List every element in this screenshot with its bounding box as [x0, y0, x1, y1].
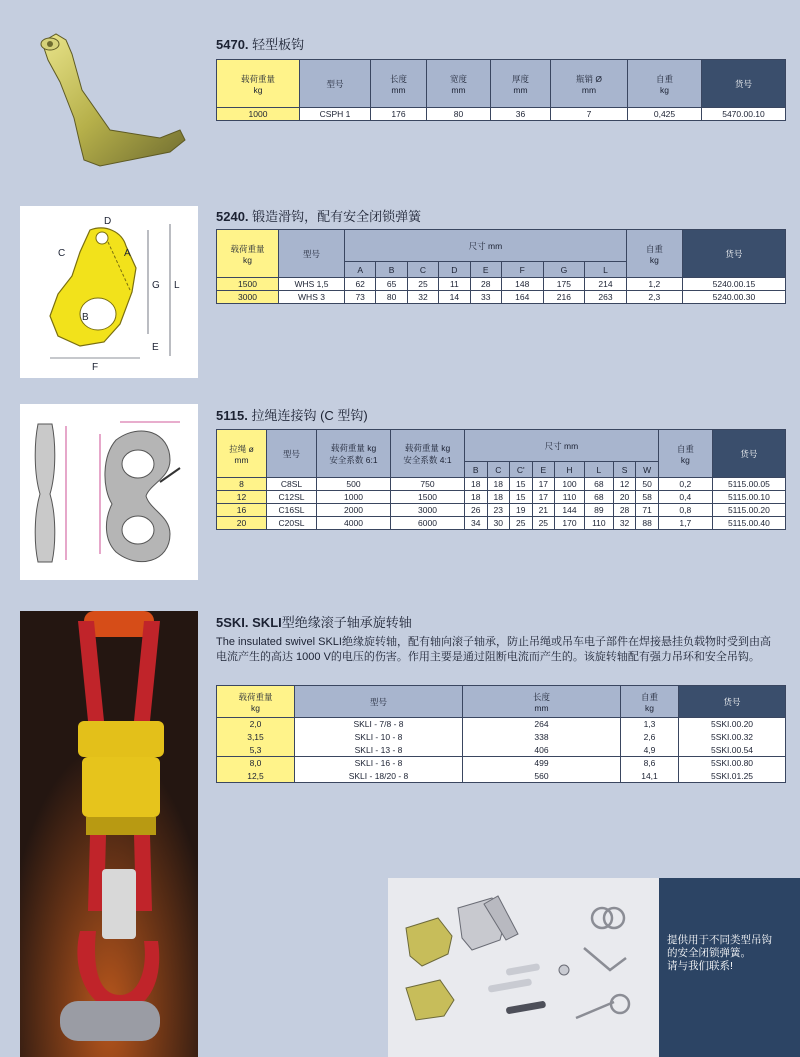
cell: 148: [501, 278, 543, 291]
cell: 12: [217, 491, 267, 504]
cell: SKLI - 7/8 - 8: [295, 718, 463, 731]
c-hook-diagram: [20, 404, 198, 580]
diagram-label-e: E: [152, 342, 159, 353]
cell: 15: [510, 478, 533, 491]
cell: 1,2: [626, 278, 682, 291]
col-header-length: 长度 mm: [371, 60, 427, 108]
cell: 5SKI.01.25: [679, 770, 786, 783]
cell: 33: [470, 291, 501, 304]
cell: C20SL: [267, 517, 317, 530]
cell: 18: [465, 491, 488, 504]
table-row: [217, 491, 786, 504]
cell: 170: [555, 517, 585, 530]
cell: 21: [532, 504, 555, 517]
cell: 5115.00.40: [712, 517, 785, 530]
description-line-2: 电流产生的高达 1000 V的电压的伤害。作用主要是通过阻断电流而产生的。该旋转轴配有强力吊环和安全吊钩。: [216, 651, 760, 663]
cell: 2,6: [621, 731, 679, 744]
table-row: [217, 108, 786, 121]
cell: 3000: [217, 291, 279, 304]
cell: 15: [510, 491, 533, 504]
dim-col-b: B: [376, 262, 407, 278]
cell: 216: [543, 291, 585, 304]
cell: 0,4: [658, 491, 712, 504]
cell: 164: [501, 291, 543, 304]
section-name: 型绝缘滚子轴承旋转轴: [281, 615, 412, 630]
cell: 176: [371, 108, 427, 121]
col-header-load: 载荷重量 kg: [217, 230, 279, 278]
cell: 2000: [317, 504, 391, 517]
promo-line-2: 的安全闭锁弹簧。: [667, 947, 751, 959]
cell: 0,2: [658, 478, 712, 491]
section-name-bold: SKLI: [252, 615, 282, 630]
cell: 5,3: [217, 744, 295, 757]
table-row: [217, 744, 786, 757]
cell: 214: [585, 278, 627, 291]
cell: 500: [317, 478, 391, 491]
cell: 18: [465, 478, 488, 491]
safety-spring-promo: [659, 878, 800, 1057]
cell: CSPH 1: [300, 108, 371, 121]
table-row: [217, 517, 786, 530]
cell: 8,0: [217, 757, 295, 770]
dim-col-c: C: [407, 262, 438, 278]
cell: 1500: [217, 278, 279, 291]
cell: 499: [463, 757, 621, 770]
cell: SKLI - 13 - 8: [295, 744, 463, 757]
cell: 68: [584, 491, 613, 504]
cell: 5115.00.05: [712, 478, 785, 491]
col-header-article: 货号: [702, 60, 786, 108]
cell: 7: [551, 108, 628, 121]
col-header-load: 载荷重量 kg: [217, 686, 295, 718]
cell: 5SKI.00.20: [679, 718, 786, 731]
section-5ski-description: [216, 635, 786, 665]
col-header-model: 型号: [279, 230, 345, 278]
col-header-width: 宽度 mm: [427, 60, 491, 108]
col-header-article: 货号: [712, 430, 785, 478]
cell: 264: [463, 718, 621, 731]
col-header-weight: 自重 kg: [628, 60, 702, 108]
dim-col-b: B: [465, 462, 488, 478]
cell: 1500: [391, 491, 465, 504]
cell: 5SKI.00.32: [679, 731, 786, 744]
cell: 11: [439, 278, 470, 291]
diagram-label-g: G: [152, 280, 160, 291]
cell: 6000: [391, 517, 465, 530]
cell: 5240.00.15: [682, 278, 785, 291]
cell: 0,425: [628, 108, 702, 121]
cell: 18: [487, 491, 510, 504]
cell: 18: [487, 478, 510, 491]
cell: 50: [636, 478, 659, 491]
diagram-label-f: F: [92, 362, 99, 373]
section-5240-title: [216, 206, 421, 225]
cell: 73: [345, 291, 376, 304]
cell: 4,9: [621, 744, 679, 757]
dim-col-h: H: [555, 462, 585, 478]
cell: 0,8: [658, 504, 712, 517]
cell: 750: [391, 478, 465, 491]
cell: 20: [613, 491, 636, 504]
col-header-article: 货号: [679, 686, 786, 718]
cell: 1000: [317, 491, 391, 504]
promo-line-1: 提供用于不同类型吊钩: [667, 934, 772, 946]
plate-hook-photo: [20, 20, 205, 190]
cell: 2,0: [217, 718, 295, 731]
cell: 1,7: [658, 517, 712, 530]
cell: 4000: [317, 517, 391, 530]
col-header-dims: 尺寸 mm: [345, 230, 627, 262]
cell: 8,6: [621, 757, 679, 770]
col-header-load: 载荷重量 kg: [217, 60, 300, 108]
table-row: [217, 504, 786, 517]
cell: 32: [407, 291, 438, 304]
cell: C12SL: [267, 491, 317, 504]
table-row: [217, 291, 786, 304]
cell: WHS 1,5: [279, 278, 345, 291]
cell: 23: [487, 504, 510, 517]
cell: 25: [532, 517, 555, 530]
cell: 26: [465, 504, 488, 517]
cell: C16SL: [267, 504, 317, 517]
section-name: 锻造滑钩，配有安全闭锁弹簧: [252, 209, 422, 224]
cell: 175: [543, 278, 585, 291]
table-row: [217, 718, 786, 731]
col-header-pin: 瓶销 Ø mm: [551, 60, 628, 108]
cell: 80: [376, 291, 407, 304]
col-header-model: 型号: [300, 60, 371, 108]
cell: SKLI - 18/20 - 8: [295, 770, 463, 783]
dim-col-d: D: [439, 262, 470, 278]
dim-col-w: W: [636, 462, 659, 478]
cell: 8: [217, 478, 267, 491]
insulated-swivel-photo: [20, 611, 198, 1057]
slip-hook-diagram: [20, 206, 198, 378]
table-row: [217, 278, 786, 291]
dim-col-g: G: [543, 262, 585, 278]
cell: C8SL: [267, 478, 317, 491]
diagram-label-d: D: [104, 216, 112, 227]
cell: 58: [636, 491, 659, 504]
col-header-load-6: 载荷重量 kg 安全系数 6:1: [317, 430, 391, 478]
cell: 110: [555, 491, 585, 504]
cell: 71: [636, 504, 659, 517]
cell: 110: [584, 517, 613, 530]
cell: 80: [427, 108, 491, 121]
cell: 88: [636, 517, 659, 530]
section-5115-title: [216, 405, 368, 424]
col-header-thickness: 厚度 mm: [491, 60, 551, 108]
cell: 263: [585, 291, 627, 304]
col-header-dims: 尺寸 mm: [465, 430, 659, 462]
cell: 5115.00.10: [712, 491, 785, 504]
section-code: 5SKI.: [216, 615, 249, 630]
cell: 25: [407, 278, 438, 291]
dim-col-c-prime: C': [510, 462, 533, 478]
cell: 3000: [391, 504, 465, 517]
cell: 34: [465, 517, 488, 530]
cell: 36: [491, 108, 551, 121]
cell: 25: [510, 517, 533, 530]
col-header-weight: 自重 kg: [626, 230, 682, 278]
cell: 20: [217, 517, 267, 530]
dim-col-l: L: [585, 262, 627, 278]
safety-springs-photo: [388, 878, 659, 1057]
cell: 3,15: [217, 731, 295, 744]
promo-line-3: 请与我们联系!: [667, 960, 733, 972]
cell: SKLI - 16 - 8: [295, 757, 463, 770]
cell: WHS 3: [279, 291, 345, 304]
cell: 65: [376, 278, 407, 291]
section-name: 轻型板钩: [252, 37, 305, 52]
cell: 12: [613, 478, 636, 491]
cell: 19: [510, 504, 533, 517]
dim-col-c: C: [487, 462, 510, 478]
table-row: [217, 731, 786, 744]
cell: 16: [217, 504, 267, 517]
cell: 5240.00.30: [682, 291, 785, 304]
col-header-model: 型号: [295, 686, 463, 718]
cell: 5SKI.00.80: [679, 757, 786, 770]
table-5470: [216, 59, 786, 121]
cell: 560: [463, 770, 621, 783]
cell: 12,5: [217, 770, 295, 783]
cell: SKLI - 10 - 8: [295, 731, 463, 744]
col-header-load-4: 载荷重量 kg 安全系数 4:1: [391, 430, 465, 478]
cell: 32: [613, 517, 636, 530]
cell: 406: [463, 744, 621, 757]
dim-col-s: S: [613, 462, 636, 478]
cell: 17: [532, 491, 555, 504]
diagram-label-l: L: [174, 280, 180, 291]
section-code: 5470.: [216, 37, 249, 52]
col-header-rope: 拉绳 ø mm: [217, 430, 267, 478]
cell: 28: [470, 278, 501, 291]
table-5115: [216, 429, 786, 530]
cell: 144: [555, 504, 585, 517]
col-header-length: 长度 mm: [463, 686, 621, 718]
cell: 2,3: [626, 291, 682, 304]
col-header-weight: 自重 kg: [621, 686, 679, 718]
cell: 28: [613, 504, 636, 517]
table-5240: [216, 229, 786, 304]
dim-col-l: L: [584, 462, 613, 478]
cell: 5470.00.10: [702, 108, 786, 121]
col-header-weight: 自重 kg: [658, 430, 712, 478]
dim-col-e: E: [532, 462, 555, 478]
cell: 100: [555, 478, 585, 491]
section-5ski-title: [216, 612, 412, 631]
cell: 1,3: [621, 718, 679, 731]
cell: 89: [584, 504, 613, 517]
cell: 14: [439, 291, 470, 304]
section-5470-title: [216, 34, 304, 53]
cell: 14,1: [621, 770, 679, 783]
table-row: [217, 478, 786, 491]
diagram-label-b: B: [82, 312, 89, 323]
col-header-model: 型号: [267, 430, 317, 478]
description-line-1: The insulated swivel SKLI绝缘旋转轴，配有轴向滚子轴承，防止吊绳或吊车电子部件在焊接悬挂负载物时受到由高: [216, 636, 771, 648]
dim-col-a: A: [345, 262, 376, 278]
col-header-article: 货号: [682, 230, 785, 278]
section-code: 5240.: [216, 209, 249, 224]
cell: 68: [584, 478, 613, 491]
cell: 17: [532, 478, 555, 491]
table-row: [217, 770, 786, 783]
cell: 62: [345, 278, 376, 291]
table-row: [217, 757, 786, 770]
cell: 5SKI.00.54: [679, 744, 786, 757]
section-code: 5115.: [216, 408, 248, 423]
diagram-label-a: A: [124, 248, 131, 259]
table-5ski: [216, 685, 786, 783]
cell: 1000: [217, 108, 300, 121]
cell: 338: [463, 731, 621, 744]
dim-col-f: F: [501, 262, 543, 278]
cell: 30: [487, 517, 510, 530]
diagram-label-c: C: [58, 248, 66, 259]
dim-col-e: E: [470, 262, 501, 278]
section-name: 拉绳连接钩 (C 型钩): [251, 408, 368, 423]
cell: 5115.00.20: [712, 504, 785, 517]
